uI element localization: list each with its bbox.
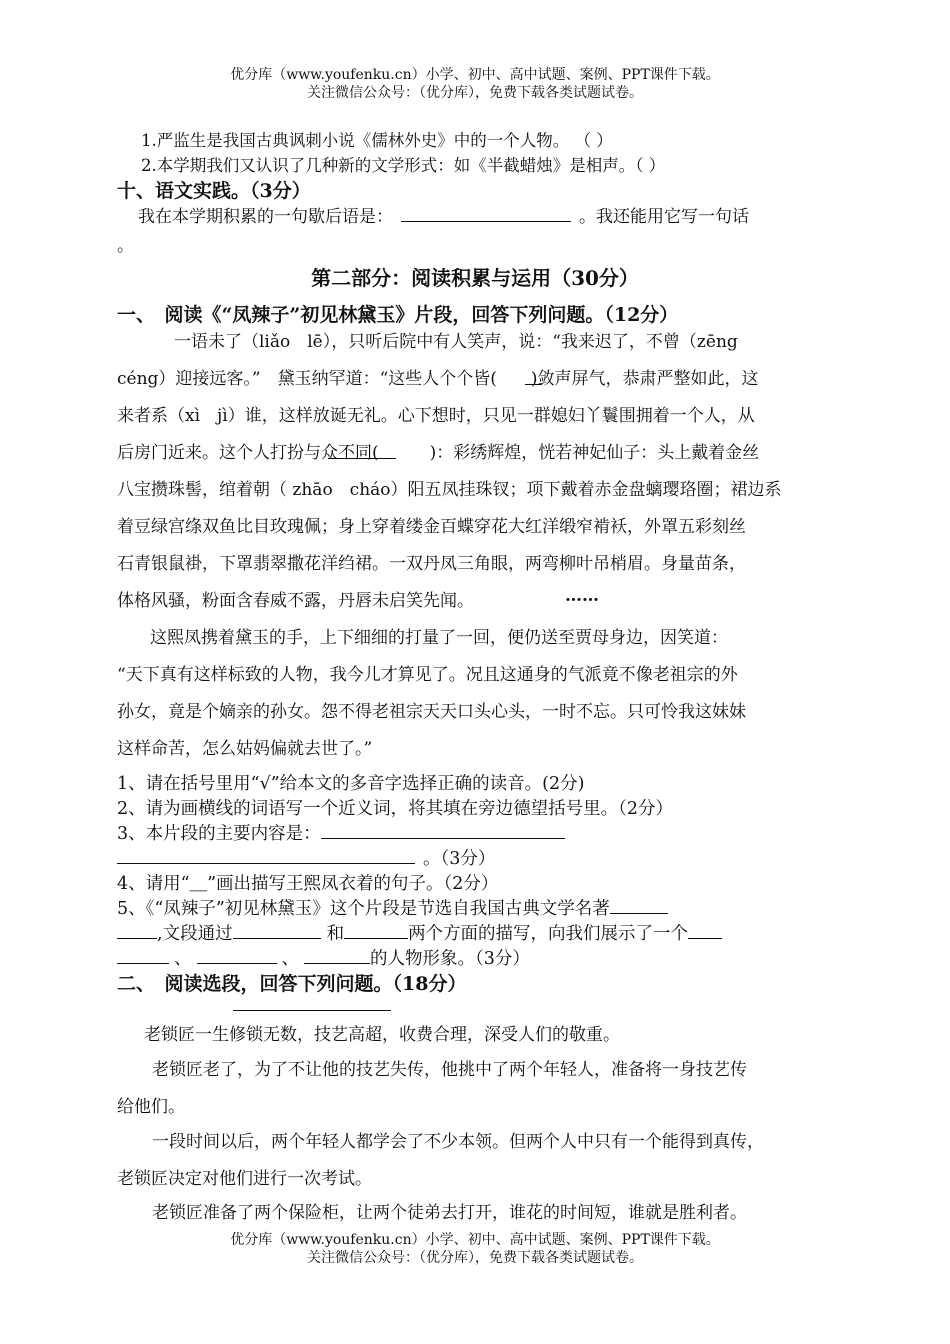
reading1-p2-line: “天下真有这样标致的人物，我今儿才算见了。况且这通身的气派竟不像老祖宗的外 — [117, 665, 738, 685]
judge-item-1: 1.严监生是我国古典讽刺小说《儒林外史》中的一个人物。 （ ） — [141, 131, 613, 150]
practice-blank[interactable] — [401, 206, 571, 222]
reading2-p2a: 老锁匠老了，为了不让他的技艺失传，他挑中了两个年轻人，准备将一身技艺传 — [152, 1060, 747, 1080]
question-5-text-e: 、 — [174, 949, 192, 969]
question-5-text-a: 5、《“凤辣子”初见林黛玉》这个片段是节选自我国古典文学名著 — [117, 899, 610, 919]
question-3-cont — [117, 845, 495, 870]
question-5-blank-1[interactable] — [610, 898, 668, 914]
question-5-text-b: ,文段通过 — [157, 924, 233, 944]
reading2-title-blank[interactable] — [233, 1010, 391, 1011]
question-3-end: 。（3分） — [423, 849, 496, 869]
question-5-text-c: 和 — [326, 924, 345, 944]
question-1: 1、请在括号里用“√”给本文的多音字选择正确的读音。(2分) — [117, 774, 585, 794]
practice-text-a: 我在本学期积累的一句歇后语是： — [138, 207, 393, 227]
question-3-blank-1[interactable] — [321, 823, 565, 839]
reading1-p2-line: 这样命苦，怎么姑妈偏就去世了。” — [117, 739, 373, 759]
question-4: 4、请用“＿”画出描写王熙凤衣着的句子。（2分） — [117, 874, 499, 894]
question-5-blank-7[interactable] — [197, 948, 277, 964]
reading1-line: 体格风骚，粉面含春威不露，丹唇未启笑先闻。 — [117, 591, 474, 611]
reading1-line: 来者系（xì jì）谁，这样放诞无礼。心下想时，只见一群媳妇丫鬟围拥着一个人，从 — [117, 406, 755, 426]
practice-text-b: 。我还能用它写一句话 — [579, 207, 749, 227]
question-3-text: 3、本片段的主要内容是： — [117, 824, 321, 844]
reading1-ellipsis: …… — [565, 586, 599, 606]
footer-line-1: 优分库（www.youfenku.cn）小学、初中、高中试题、案例、PPT课件下载。 — [230, 1232, 720, 1248]
question-5-blank-2[interactable] — [117, 923, 157, 939]
underline-jie — [525, 384, 542, 385]
question-5-cont — [117, 920, 722, 945]
reading1-p2-line: 孙女，竟是个嫡亲的孙女。怨不得老祖宗天天口头心头，一时不忘。只可怜我这妹妹 — [117, 702, 746, 722]
reading1-line: 后房门近来。这个人打扮与众不同( )：彩绣辉煌，恍若神妃仙子：头上戴着金丝 — [117, 443, 760, 463]
reading2-p1: 老锁匠一生修锁无数，技艺高超，收费合理，深受人们的敬重。 — [144, 1025, 620, 1045]
reading1-line: 一语未了（liǎo lē），只听后院中有人笑声，说：“我来迟了，不曾（zēng — [174, 332, 738, 352]
reading1-p2-line: 这熙凤携着黛玉的手，上下细细的打量了一回，便仍送至贾母身边，因笑道： — [150, 628, 728, 648]
practice-title: 十、语文实践。（3分） — [117, 180, 311, 202]
question-3-blank-2[interactable] — [117, 848, 415, 864]
reading1-line: 着豆绿宫绦双鱼比目玫瑰佩；身上穿着缕金百蝶穿花大红洋缎窄褃袄，外罩五彩刻丝 — [117, 517, 746, 537]
practice-text-c: 。 — [117, 236, 134, 256]
footer-line-2: 关注微信公众号：（优分库），免费下载各类试题试卷。 — [307, 1250, 643, 1266]
reading1-line: céng）迎接远客。” 黛玉纳罕道：“这些人个个皆( )敛声屏气，恭肃严整如此，这 — [117, 369, 759, 389]
reading1-title: 一、 阅读《“凤辣子”初见林黛玉》片段，回答下列问题。（12分） — [117, 304, 679, 326]
question-5 — [117, 895, 668, 920]
question-5-cont2 — [117, 945, 530, 970]
question-5-text-d: 两个方面的描写，向我们展示了一个 — [408, 924, 689, 944]
judge-item-2: 2.本学期我们又认识了几种新的文学形式：如《半截蜡烛》是相声。（ ） — [141, 156, 666, 175]
reading2-title: 二、 阅读选段，回答下列问题。（18分） — [117, 973, 467, 995]
reading2-p3a: 一段时间以后，两个年轻人都学会了不少本领。但两个人中只有一个能得到真传， — [152, 1132, 764, 1152]
question-2: 2、请为画横线的词语写一个近义词，将其填在旁边德望括号里。（2分） — [117, 799, 674, 819]
header-line-2: 关注微信公众号：（优分库），免费下载各类试题试卷。 — [307, 85, 643, 101]
reading2-p2b: 给他们。 — [117, 1097, 185, 1117]
question-5-blank-6[interactable] — [117, 948, 169, 964]
question-3 — [117, 820, 565, 845]
question-5-text-f: 、 — [281, 949, 299, 969]
underline-yuzhongbutong — [328, 458, 396, 459]
header-line-1: 优分库（www.youfenku.cn）小学、初中、高中试题、案例、PPT课件下载。 — [230, 67, 720, 83]
question-5-blank-4[interactable] — [344, 923, 408, 939]
question-5-blank-3[interactable] — [233, 923, 321, 939]
reading1-line: 八宝攒珠髻，绾着朝（ zhāo cháo）阳五凤挂珠钗；项下戴着赤金盘螭璎珞圈；裙边系 — [117, 480, 782, 500]
reading2-p4: 老锁匠准备了两个保险柜，让两个徒弟去打开，谁花的时间短，谁就是胜利者。 — [152, 1203, 747, 1223]
question-5-blank-5[interactable] — [688, 923, 722, 939]
part2-title: 第二部分：阅读积累与运用（30分） — [311, 266, 639, 290]
question-5-blank-8[interactable] — [304, 948, 370, 964]
practice-text — [138, 202, 749, 227]
reading2-p3b: 老锁匠决定对他们进行一次考试。 — [117, 1169, 372, 1189]
reading1-line: 石青银鼠褂，下罩翡翠撒花洋绉裙。一双丹凤三角眼，两弯柳叶吊梢眉。身量苗条， — [117, 554, 746, 574]
question-5-text-g: 的人物形象。（3分） — [370, 949, 530, 969]
